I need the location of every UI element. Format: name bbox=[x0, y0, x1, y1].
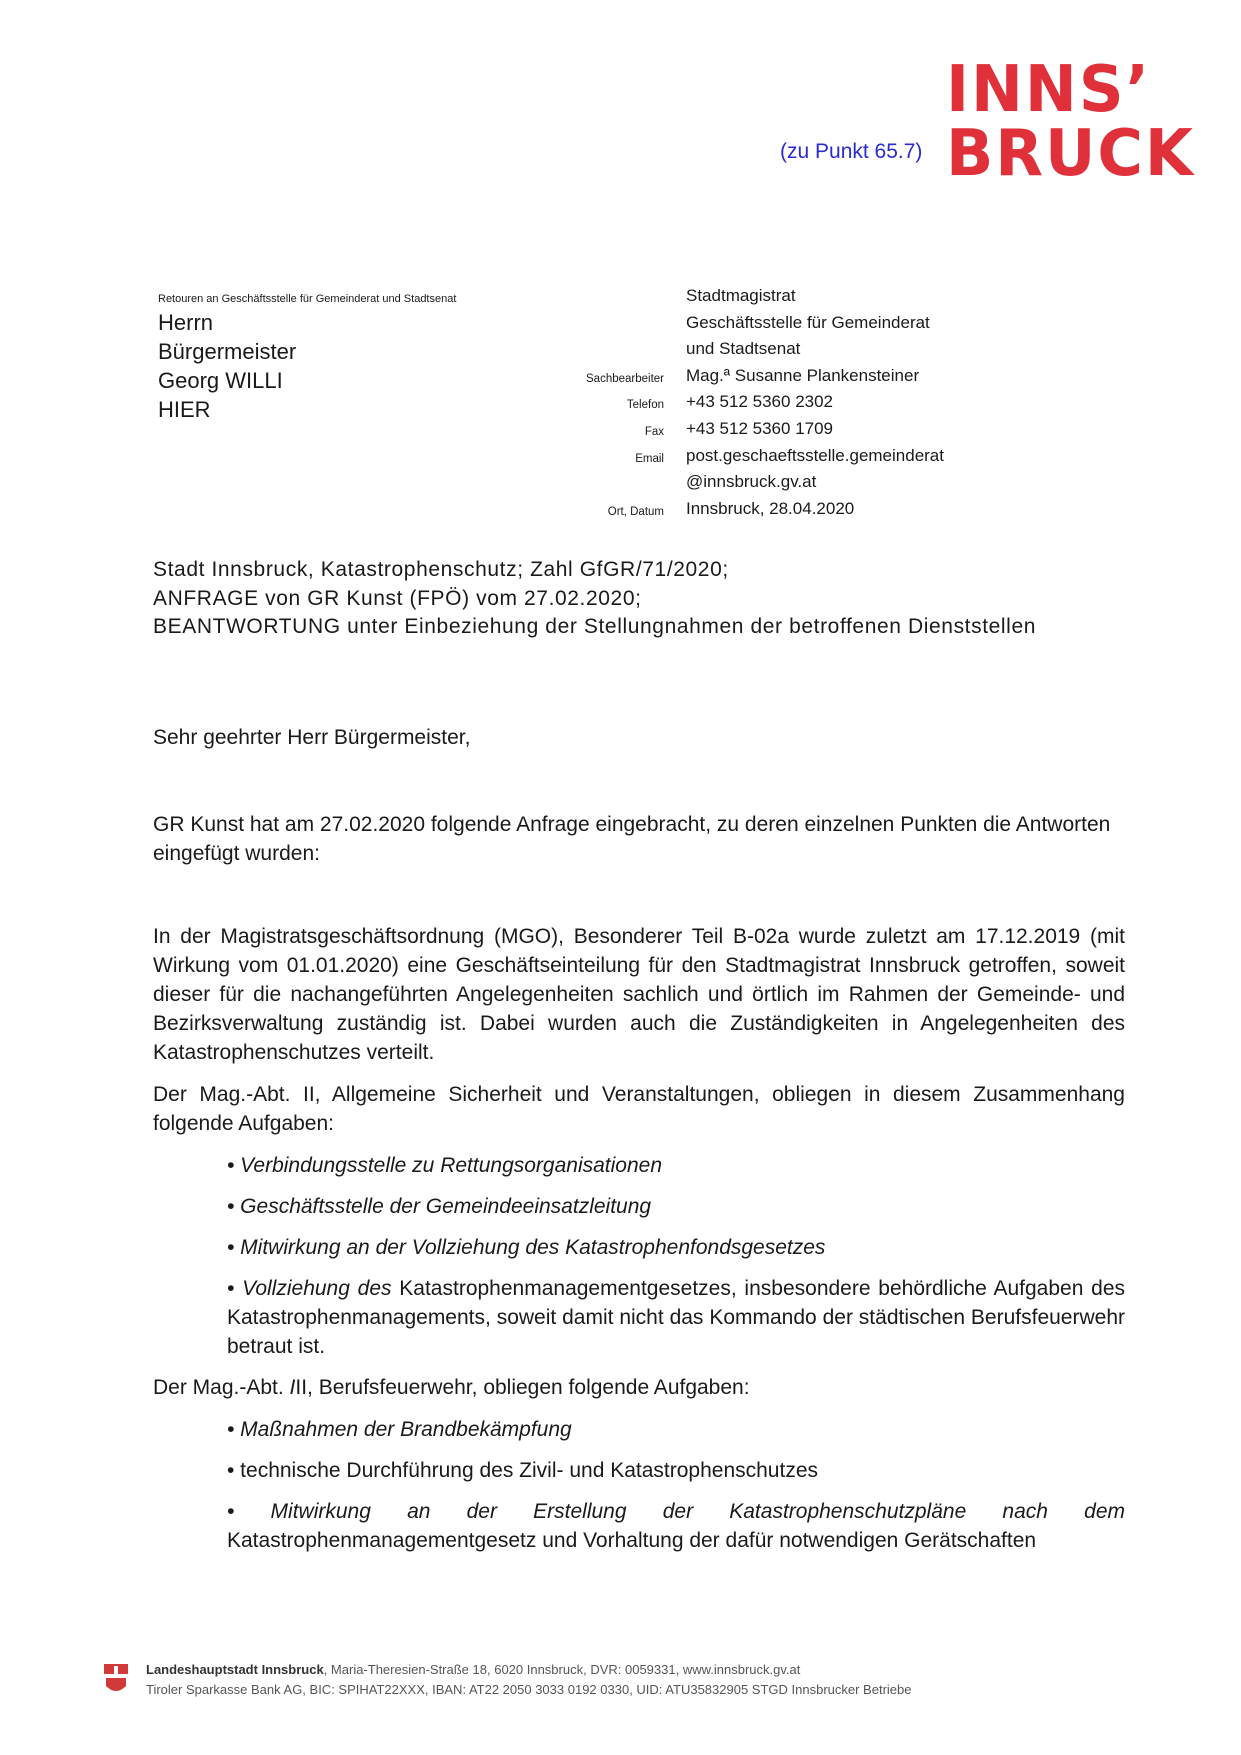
para3-part: Der Mag.-Abt. bbox=[153, 1376, 290, 1399]
subject-line: Stadt Innsbruck, Katastrophenschutz; Zahl GfGR/71/2020; bbox=[153, 558, 729, 581]
sender-department-cont: und Stadtsenat bbox=[686, 339, 801, 359]
list-item-italic: • Mitwirkung an der Erstellung der Katastrophenschutzpläne nach dem bbox=[227, 1500, 1125, 1523]
sender-fax: +43 512 5360 1709 bbox=[686, 418, 834, 438]
footer-line-1 bbox=[146, 1660, 1140, 1680]
sender-label bbox=[520, 339, 664, 366]
return-address-note: Retouren an Geschäftsstelle für Gemeinderat und Stadtsenat bbox=[158, 293, 457, 305]
logo-line-1: INNS’ bbox=[946, 53, 1152, 127]
sender-values bbox=[686, 283, 944, 522]
para3-part: I bbox=[289, 1376, 296, 1399]
sender-phone: +43 512 5360 2302 bbox=[686, 392, 834, 412]
footer-org: Landeshauptstadt Innsbruck bbox=[146, 1662, 324, 1677]
list-item: • technische Durchführung des Zivil- und Katastrophenschutzes bbox=[227, 1459, 819, 1482]
body-paragraph: Der Mag.-Abt. II, Allgemeine Sicherheit und Veranstaltungen, obliegen in diesem Zusammenhang folgende Aufgaben: bbox=[153, 1083, 1125, 1135]
list-item-italic: • Vollziehung des bbox=[227, 1277, 392, 1300]
recipient-line: HIER bbox=[158, 397, 211, 422]
salutation: Sehr geehrter Herr Bürgermeister, bbox=[153, 726, 471, 749]
sender-label-fax: Fax bbox=[644, 425, 664, 438]
sender-office: Stadtmagistrat bbox=[686, 286, 796, 305]
list-item bbox=[227, 1274, 1125, 1361]
sender-label-ort-datum: Ort, Datum bbox=[607, 505, 664, 518]
intro-paragraph: GR Kunst hat am 27.02.2020 folgende Anfrage eingebracht, zu deren einzelnen Punkten die Antworten eingefügt wurden: bbox=[153, 813, 1111, 865]
sender-label bbox=[520, 286, 664, 313]
subject-line: ANFRAGE von GR Kunst (FPÖ) vom 27.02.2020; bbox=[153, 586, 642, 610]
list-item: • Mitwirkung an der Vollziehung des Katastrophenfondsgesetzes bbox=[227, 1236, 826, 1259]
footer bbox=[100, 1660, 1140, 1700]
para3-part: II, Berufsfeuerwehr, obliegen folgende Aufgaben: bbox=[295, 1376, 750, 1399]
recipient-line: Georg WILLI bbox=[158, 368, 283, 393]
list-item: • Geschäftsstelle der Gemeindeeinsatzleitung bbox=[227, 1195, 652, 1218]
sender-label-email: Email bbox=[635, 452, 664, 465]
list-item bbox=[227, 1497, 1125, 1555]
sender-label-telefon: Telefon bbox=[626, 399, 664, 412]
recipient-line: Bürgermeister bbox=[158, 339, 297, 364]
list-item: • Verbindungsstelle zu Rettungsorganisationen bbox=[227, 1154, 663, 1177]
innsbruck-logo bbox=[946, 53, 1195, 191]
footer-address: , Maria-Theresien-Straße 18, 6020 Innsbruck, DVR: 0059331, www.innsbruck.gv.at bbox=[323, 1662, 801, 1677]
sender-clerk: Mag.ª Susanne Plankensteiner bbox=[686, 365, 920, 385]
agenda-reference: (zu Punkt 65.7) bbox=[780, 140, 923, 163]
list-item: • Maßnahmen der Brandbekämpfung bbox=[227, 1418, 572, 1441]
logo-line-2: BRUCK bbox=[946, 117, 1195, 191]
letter-body bbox=[153, 922, 1125, 1567]
sender-email-domain[interactable]: @innsbruck.gv.at bbox=[686, 472, 817, 492]
sender-place-date: Innsbruck, 28.04.2020 bbox=[686, 498, 855, 518]
subject-block bbox=[153, 556, 1036, 642]
recipient-line: Herrn bbox=[158, 310, 214, 335]
list-item-rest: Katastrophenmanagementgesetzes, insbesondere behördliche Aufgaben des Katastrophenmanagements, soweit damit nicht das Kommando der städtischen Berufsfeuerwehr betraut ist. bbox=[227, 1277, 1125, 1358]
subject-line: BEANTWORTUNG unter Einbeziehung der Stellungnahmen der betroffenen Dienststellen bbox=[153, 615, 1037, 638]
sender-label bbox=[520, 313, 664, 340]
list-item-rest: Katastrophenmanagementgesetz und Vorhaltung der dafür notwendigen Gerätschaften bbox=[227, 1529, 1037, 1552]
recipient-address bbox=[158, 308, 296, 424]
body-paragraph: In der Magistratsgeschäftsordnung (MGO), Besonderer Teil B-02a wurde zuletzt am 17.12.2019 (mit Wirkung vom 01.01.2020) eine Geschäftseinteilung für den Stadtmagistrat Innsbruck getroffen, soweit dieser für die nachangeführten Angelegenheiten sachlich und örtlich im Rahmen der Gemeinde- und Bezirksverwaltung zuständig ist. Dabei wurden auch die Zuständigkeiten in Angelegenheiten des Katastrophenschutzes verteilt. bbox=[153, 925, 1125, 1064]
body-paragraph bbox=[153, 1373, 1125, 1402]
sender-label bbox=[520, 472, 664, 499]
sender-email[interactable]: post.geschaeftsstelle.gemeinderat bbox=[686, 445, 944, 465]
sender-department: Geschäftsstelle für Gemeinderat bbox=[686, 312, 930, 332]
sender-labels bbox=[520, 286, 664, 525]
sender-label-sachbearbeiter: Sachbearbeiter bbox=[586, 372, 664, 385]
footer-line-2: Tiroler Sparkasse Bank AG, BIC: SPIHAT22XXX, IBAN: AT22 2050 3033 0192 0330, UID: ATU35832905 STGD Innsbrucker Betriebe bbox=[146, 1682, 912, 1697]
